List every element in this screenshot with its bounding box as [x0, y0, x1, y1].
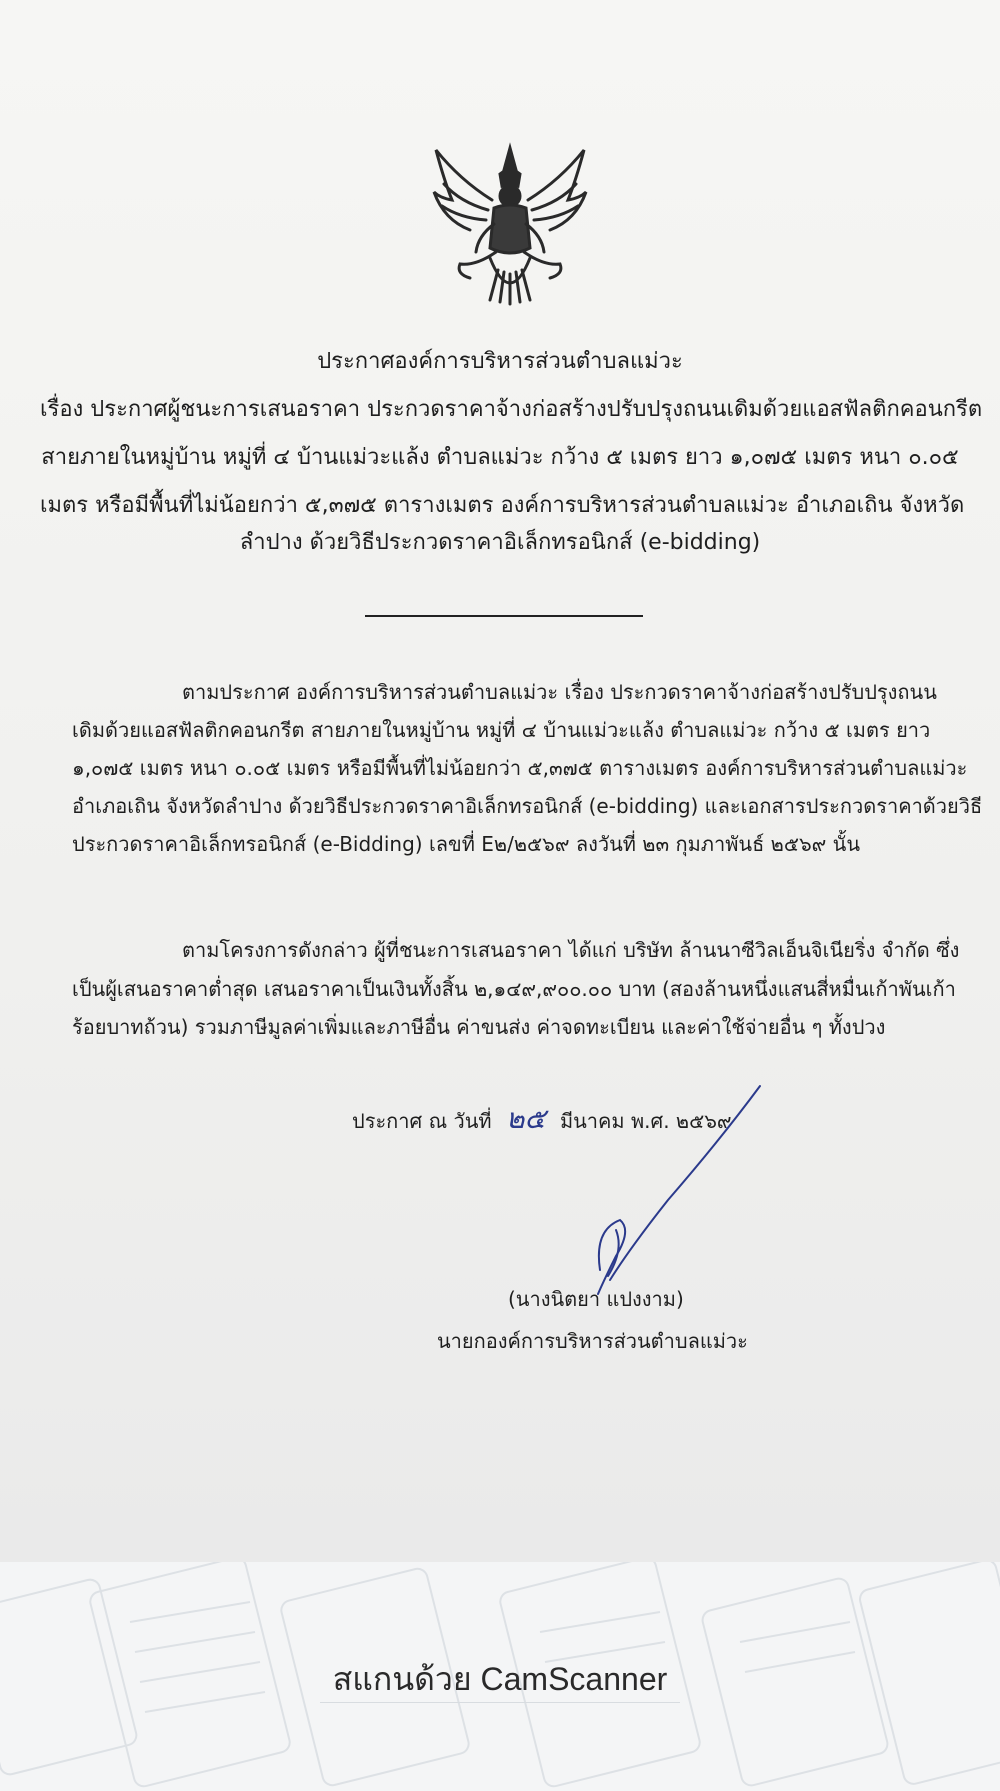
handwritten-signature — [560, 1080, 780, 1300]
document-title: ประกาศองค์การบริหารส่วนตำบลแม่วะ — [317, 349, 683, 374]
garuda-emblem-icon — [430, 140, 590, 308]
scanner-label: สแกนด้วย CamScanner — [332, 1661, 668, 1697]
subject-line: เรื่อง ประกาศผู้ชนะการเสนอราคา ประกวดราคาจ้างก่อสร้างปรับปรุงถนนเดิมด้วยแอสฟัลติกคอนกรีต — [40, 397, 983, 422]
signer-title: นายกองค์การบริหารส่วนตำบลแม่วะ — [437, 1329, 748, 1353]
paragraph-line: ตามประกาศ องค์การบริหารส่วนตำบลแม่วะ เรื่อง ประกวดราคาจ้างก่อสร้างปรับปรุงถนน — [182, 680, 937, 704]
paragraph-line: ตามโครงการดังกล่าว ผู้ที่ชนะการเสนอราคา ได้แก่ บริษัท ล้านนาซีวิลเอ็นจิเนียริ่ง จำกัด ซึ่ง — [182, 938, 960, 962]
title-divider — [365, 615, 643, 617]
paragraph-line: เป็นผู้เสนอราคาต่ำสุด เสนอราคาเป็นเงินทั้งสิ้น ๒,๑๔๙,๙๐๐.๐๐ บาท (สองล้านหนึ่งแสนสี่หมื่นเก้าพันเก้า — [72, 977, 956, 1001]
footer-underline — [320, 1702, 680, 1703]
paragraph-line: ร้อยบาทถ้วน) รวมภาษีมูลค่าเพิ่มและภาษีอื่น ค่าขนส่ง ค่าจดทะเบียน และค่าใช้จ่ายอื่น ๆ ทั้งปวง — [72, 1015, 886, 1039]
signer-name: (นางนิตยา แปงงาม) — [508, 1287, 684, 1311]
paragraph-line: อำเภอเถิน จังหวัดลำปาง ด้วยวิธีประกวดราคาอิเล็กทรอนิกส์ (e-bidding) และเอกสารประกวดราคาด้วยวิธี — [72, 794, 983, 818]
announce-day: ๒๕ — [505, 1102, 546, 1135]
paragraph-line: ๑,๐๗๕ เมตร หนา ๐.๐๕ เมตร หรือมีพื้นที่ไม่น้อยกว่า ๕,๓๗๕ ตารางเมตร องค์การบริหารส่วนตำบลแม่วะ — [72, 756, 968, 780]
subject-line: ลำปาง ด้วยวิธีประกวดราคาอิเล็กทรอนิกส์ (e-bidding) — [239, 530, 761, 555]
announce-month-year: มีนาคม พ.ศ. ๒๕๖๙ — [559, 1109, 732, 1133]
subject-line: สายภายในหมู่บ้าน หมู่ที่ ๔ บ้านแม่วะแล้ง ตำบลแม่วะ กว้าง ๕ เมตร ยาว ๑,๐๗๕ เมตร หนา ๐.๐๕ — [41, 445, 959, 470]
paragraph-line: ประกวดราคาอิเล็กทรอนิกส์ (e-Bidding) เลขที่ E๒/๒๕๖๙ ลงวันที่ ๒๓ กุมภาพันธ์ ๒๕๖๙ นั้น — [72, 832, 861, 856]
paragraph-line: เดิมด้วยแอสฟัลติกคอนกรีต สายภายในหมู่บ้าน หมู่ที่ ๔ บ้านแม่วะแล้ง ตำบลแม่วะ กว้าง ๕ เมตร ยาว — [72, 718, 931, 742]
subject-line: เมตร หรือมีพื้นที่ไม่น้อยกว่า ๕,๓๗๕ ตารางเมตร องค์การบริหารส่วนตำบลแม่วะ อำเภอเถิน จังหวัด — [40, 493, 965, 518]
announce-prefix: ประกาศ ณ วันที่ — [352, 1109, 492, 1133]
